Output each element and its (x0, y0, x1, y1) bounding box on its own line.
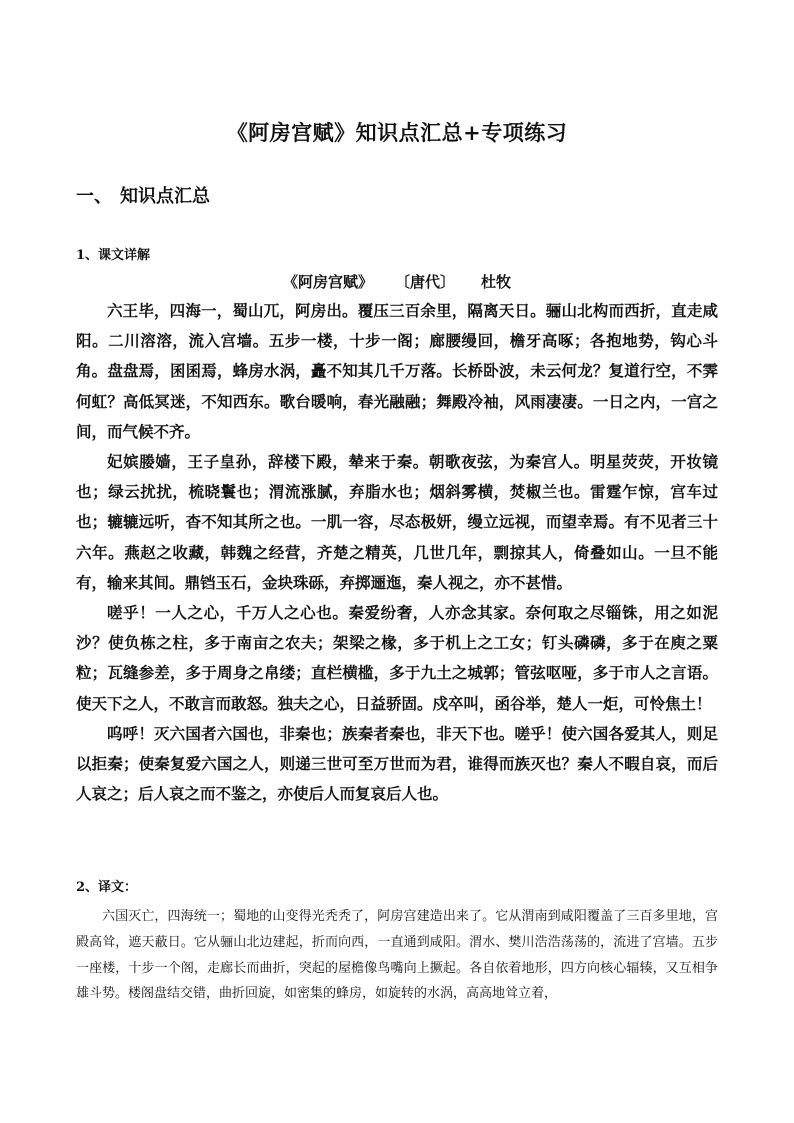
poem-dynasty: 〔唐代〕 (394, 273, 455, 291)
document-title: 《阿房宫赋》知识点汇总+专项练习 (226, 120, 568, 145)
section-heading (76, 182, 210, 208)
poem-body (76, 296, 718, 809)
subsection-heading-text: 1、课文详解 (76, 248, 151, 263)
poem-paragraph: 呜呼！灭六国者六国也，非秦也；族秦者秦也，非天下也。嗟乎！使六国各爱其人，则足以拒秦；使秦复爱六国之人，则递三世可至万世而为君，谁得而族灭也？秦人不暇自哀，而后人哀之；后人哀之而不鉴之，亦使后人而复哀后人也。 (76, 723, 718, 804)
poem-title: 《阿房宫赋》 (282, 273, 373, 291)
translation-paragraph: 六国灭亡，四海统一；蜀地的山变得光秃秃了，阿房宫建造出来了。它从渭南到咸阳覆盖了三百多里地，宫殿高耸，遮天蔽日。它从骊山北边建起，折而向西，一直通到咸阳。渭水、樊川浩浩荡荡的，流进了宫墙。五步一座楼，十步一个阁，走廊长而曲折，突起的屋檐像鸟嘴向上撅起。各自依着地形，四方向核心辐辏，又互相争雄斗势。楼阁盘结交错，曲折回旋，如密集的蜂房，如旋转的水涡，高高地耸立着， (76, 909, 718, 1002)
poem-header (0, 271, 794, 292)
poem-paragraph: 嗟乎！一人之心，千万人之心也。秦爱纷奢，人亦念其家。奈何取之尽锱铢，用之如泥沙？使负栋之柱，多于南亩之农夫；架梁之椽，多于机上之工女；钉头磷磷，多于在庾之粟粒；瓦缝参差，多于周身之帛缕；直栏横槛，多于九土之城郭；管弦呕哑，多于市人之言语。使天下之人，不敢言而敢怒。独夫之心，日益骄固。戍卒叫，函谷举，楚人一炬，可怜焦土！ (76, 603, 718, 713)
subsection-heading-translation: 2、译文： (76, 880, 138, 895)
poem-paragraph: 六王毕，四海一，蜀山兀，阿房出。覆压三百余里，隔离天日。骊山北构而西折，直走咸阳。二川溶溶，流入宫墙。五步一楼，十步一阁；廊腰缦回，檐牙高啄；各抱地势，钩心斗角。盘盘焉，囷囷焉，蜂房水涡，矗不知其几千万落。长桥卧波，未云何龙？复道行空，不霁何虹？高低冥迷，不知西东。歌台暖响，春光融融；舞殿冷袖，风雨凄凄。一日之内，一宫之间，而气候不齐。 (76, 301, 718, 441)
poem-author: 杜牧 (481, 273, 512, 291)
section-number: 一、 (76, 186, 112, 207)
section-label: 知识点汇总 (120, 186, 210, 207)
translation-body (76, 904, 718, 1007)
poem-paragraph: 妃嫔媵嫱，王子皇孙，辞楼下殿，辇来于秦。朝歌夜弦，为秦宫人。明星荧荧，开妆镜也；绿云扰扰，梳晓鬟也；渭流涨腻，弃脂水也；烟斜雾横，焚椒兰也。雷霆乍惊，宫车过也；辘辘远听，杳不知其所之也。一肌一容，尽态极妍，缦立远视，而望幸焉。有不见者三十六年。燕赵之收藏，韩魏之经营，齐楚之精英，几世几年，剽掠其人，倚叠如山。一旦不能有，输来其间。鼎铛玉石，金块珠砾，弃掷逦迤，秦人视之，亦不甚惜。 (76, 452, 718, 592)
